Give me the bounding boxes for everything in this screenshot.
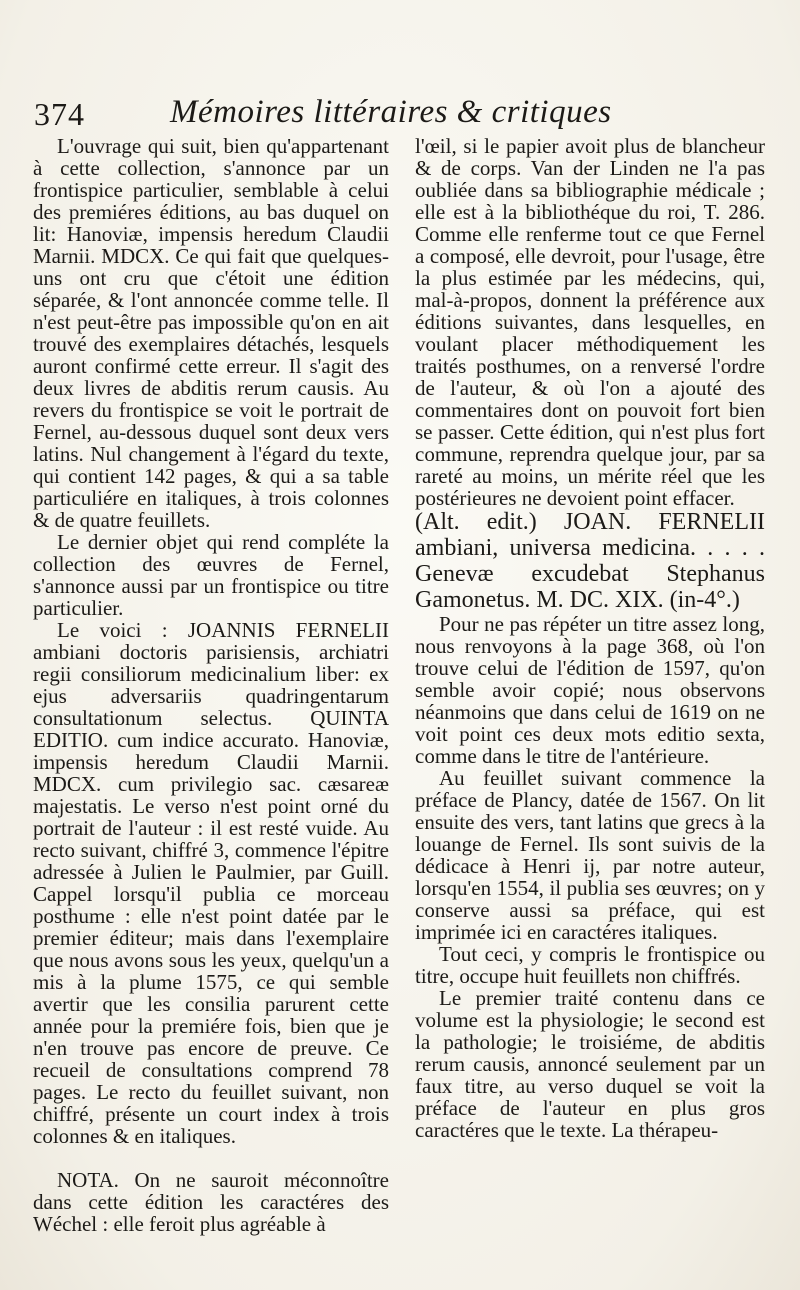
page-header xyxy=(30,92,770,132)
paragraph: L'ouvrage qui suit, bien qu'appartenant à cette collection, s'annonce par un frontispice particulier, semblable à celui des premiéres éditions, au bas duquel on lit: Hanoviæ, impensis heredum Claudii Marnii. MDCX. Ce qui fait que quelques-uns ont cru que c'étoit une édition séparée, & l'ont annoncée comme telle. Il n'est peut-être pas impossible qu'on en ait trouvé des exemplaires détachés, lesquels auront confirmé cette erreur. Il s'agit des deux livres de abditis rerum causis. Au revers du frontispice se voit le portrait de Fernel, au-dessous duquel sont deux vers latins. Nul changement à l'égard du texte, qui contient 142 pages, & qui a sa table particuliére en italiques, à trois colonnes & de quatre feuillets. xyxy=(33,134,389,532)
paragraph: Le voici : JOANNIS FERNELII ambiani doctoris parisiensis, archiatri regii consiliorum medicinalium liber: ex ejus adversariis quadringentarum consultationum selectus. QUINTA EDITIO. cum indice accurato. Hanoviæ, impensis heredum Claudii Marnii. MDCX. cum privilegio sac. cæsareæ majestatis. Le verso n'est point orné du portrait de l'auteur : il est resté vuide. Au recto suivant, chiffré 3, commence l'épitre adressée à Julien le Paulmier, par Guill. Cappel lorsqu'il publia ce morceau posthume : elle n'est point datée par le premier éditeur; mais dans l'exemplaire que nous avons sous les yeux, quelqu'un a mis à la plume 1575, ce qui semble avertir que les consilia parurent cette année pour la premiére fois, bien que je n'en trouve pas encore de preuve. Ce recueil de consultations comprend 78 pages. Le recto du feuillet suivant, non chiffré, présente un court index à trois colonnes & en italiques. xyxy=(33,618,389,1148)
page-number: 374 xyxy=(34,96,85,132)
paragraph: Pour ne pas répéter un titre assez long, nous renvoyons à la page 368, où l'on trouve celui de l'édition de 1597, qu'on semble avoir copié; nous observons néanmoins que dans celui de 1619 on ne voit point ces deux mots editio sexta, comme dans le titre de l'antérieure. xyxy=(415,612,765,768)
paragraph: Tout ceci, y compris le frontispice ou titre, occupe huit feuillets non chiffrés. xyxy=(415,942,765,988)
paragraph: l'œil, si le papier avoit plus de blancheur & de corps. Van der Linden ne l'a pas oubliée dans sa bibliographie médicale ; elle est à la bibliothéque du roi, T. 286. Comme elle renferme tout ce que Fernel a composé, elle devroit, pour l'usage, être la plus estimée par les médecins, qui, mal-à-propos, donnent la préférence aux éditions suivantes, dans lesquelles, en voulant placer méthodiquement les traités posthumes, on a renversé l'ordre de l'auteur, & où l'on a ajouté des commentaires dont on pouvoit fort bien se passer. Cette édition, qui n'est plus fort commune, reprendra quelque jour, par sa rareté au moins, un mérite réel que les postérieures ne devoient point effacer. xyxy=(415,134,765,510)
paragraph: Le dernier objet qui rend compléte la collection des œuvres de Fernel, s'annonce aussi par un frontispice ou titre particulier. xyxy=(33,530,389,620)
nota-paragraph: NOTA. On ne sauroit méconnoître dans cette édition les caractéres des Wéchel : elle feroit plus agréable à xyxy=(33,1168,389,1236)
running-title: Mémoires littéraires & critiques xyxy=(170,94,612,130)
right-column xyxy=(415,135,765,1141)
left-column xyxy=(33,135,389,1235)
edition-heading: (Alt. edit.) JOAN. FERNELII ambiani, universa medicina. . . . . Genevæ excudebat Stephanus Gamonetus. M. DC. XIX. (in-4°.) xyxy=(415,509,765,613)
paragraph: Le premier traité contenu dans ce volume est la physiologie; le second est la pathologie; le troisiéme, de abditis rerum causis, annoncé seulement par un faux titre, au verso duquel se voit la préface de l'auteur en plus gros caractéres que le texte. La thérapeu- xyxy=(415,986,765,1142)
paragraph: Au feuillet suivant commence la préface de Plancy, datée de 1567. On lit ensuite des vers, tant latins que grecs à la louange de Fernel. Ils sont suivis de la dédicace à Henri ij, par notre auteur, lorsqu'en 1554, il publia ses œuvres; on y conserve aussi sa préface, qui est imprimée ici en caractéres italiques. xyxy=(415,766,765,944)
